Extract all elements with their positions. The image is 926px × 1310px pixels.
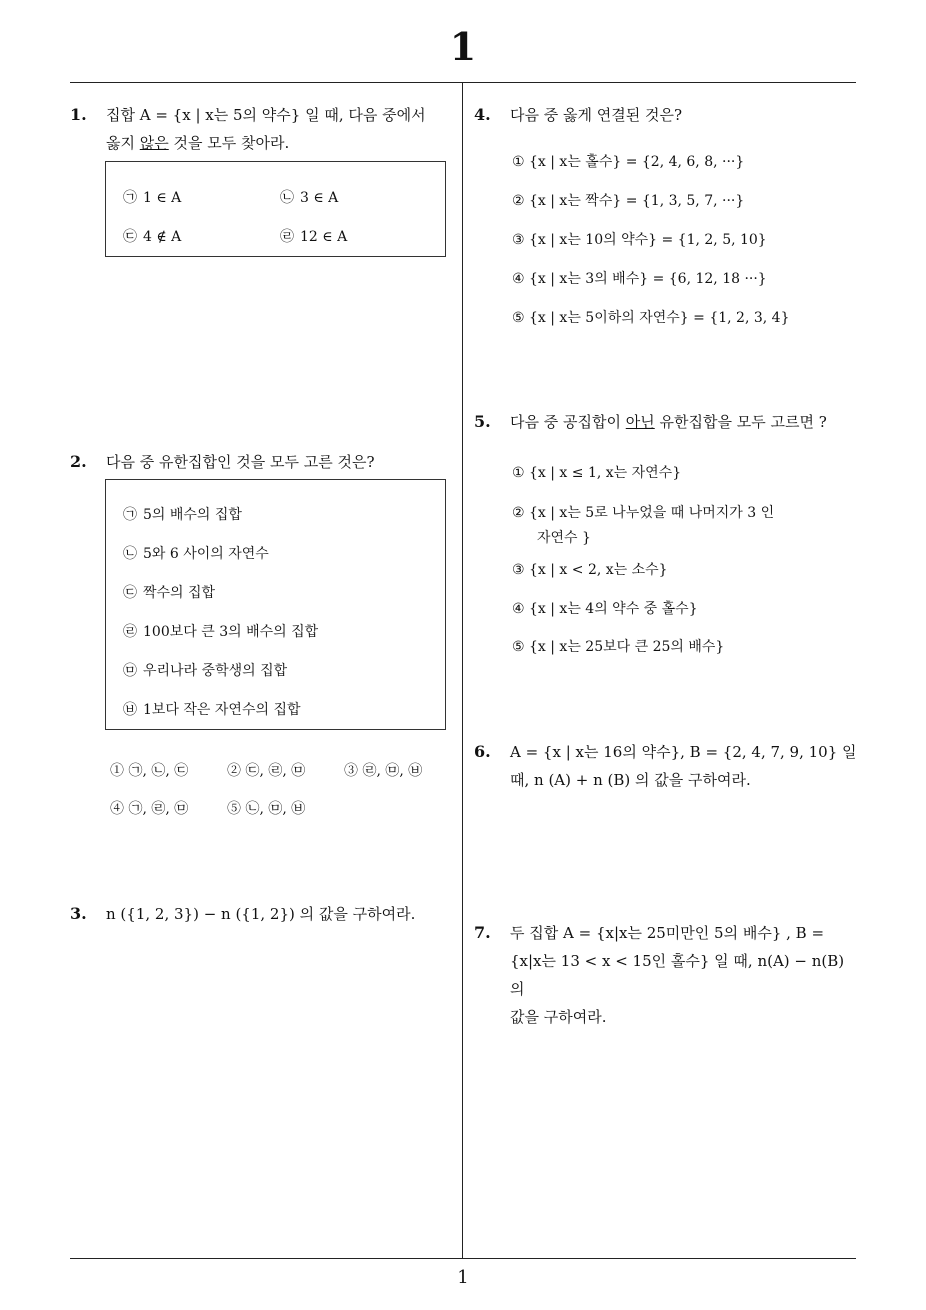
answer-choice-1[interactable]: ① ㉠, ㉡, ㉢ bbox=[110, 763, 189, 779]
question-text bbox=[510, 919, 859, 1031]
item-text: 5의 배수의 집합 bbox=[143, 507, 242, 523]
question-7 bbox=[474, 919, 859, 1031]
question-text: n ({1, 2, 3}) − n ({1, 2}) 의 값을 구하여라. bbox=[106, 905, 416, 923]
answer-choice-2[interactable]: ② {x | x는 5로 나누었을 때 나머지가 3 인 bbox=[512, 505, 775, 521]
condition-box bbox=[105, 161, 446, 257]
question-number: 4. bbox=[474, 105, 491, 124]
answer-choice-4[interactable]: ④ {x | x는 4의 약수 중 홀수} bbox=[512, 601, 698, 617]
item-mark: ㉡ bbox=[280, 190, 294, 206]
item-text: 짝수의 집합 bbox=[143, 585, 216, 601]
item-mark: ㉣ bbox=[280, 229, 294, 245]
question-number: 3. bbox=[70, 904, 87, 923]
answer-choice-5[interactable]: ⑤ {x | x는 25보다 큰 25의 배수} bbox=[512, 639, 725, 655]
question-line bbox=[106, 129, 450, 157]
column-divider bbox=[462, 83, 463, 1258]
answer-choice-2-continuation: 자연수 } bbox=[537, 530, 591, 546]
box-item bbox=[123, 700, 301, 720]
box-item bbox=[123, 505, 242, 525]
answer-choice-3[interactable]: ③ ㉣, ㉤, ㉥ bbox=[344, 763, 423, 779]
item-mark: ㉤ bbox=[123, 663, 137, 679]
question-1 bbox=[70, 101, 450, 157]
answer-choice-4[interactable]: ④ ㉠, ㉣, ㉤ bbox=[110, 801, 189, 817]
bottom-rule bbox=[70, 1258, 856, 1259]
answer-choice-1[interactable]: ① {x | x ≤ 1, x는 자연수} bbox=[512, 465, 682, 481]
question-text bbox=[510, 738, 859, 794]
text-span: 유한집합을 모두 고르면 ? bbox=[654, 413, 827, 431]
item-mark: ㉣ bbox=[123, 624, 137, 640]
box-item bbox=[123, 544, 269, 564]
item-mark: ㉥ bbox=[123, 702, 137, 718]
text-span: 옳지 bbox=[106, 134, 140, 152]
question-text bbox=[510, 408, 854, 436]
question-line: 두 집합 A = {x|x는 25미만인 5의 배수} , B = bbox=[510, 924, 825, 942]
page-header-number: 1 bbox=[449, 24, 477, 69]
text-span: 것을 모두 찾아라. bbox=[168, 134, 290, 152]
question-number: 6. bbox=[474, 742, 491, 761]
underlined-word: 않은 bbox=[139, 134, 169, 152]
question-5 bbox=[474, 408, 854, 436]
question-3 bbox=[70, 900, 450, 928]
box-item bbox=[123, 227, 181, 247]
answer-choice-1[interactable]: ① {x | x는 홀수} = {2, 4, 6, 8, ···} bbox=[512, 154, 745, 170]
question-line: A = {x | x는 16의 약수}, B = {2, 4, 7, 9, 10} 일 bbox=[510, 743, 857, 761]
question-2 bbox=[70, 448, 450, 476]
item-mark: ㉠ bbox=[123, 507, 137, 523]
question-number: 5. bbox=[474, 412, 491, 431]
box-item bbox=[280, 188, 338, 208]
answer-choice-4[interactable]: ④ {x | x는 3의 배수} = {6, 12, 18 ···} bbox=[512, 271, 767, 287]
answer-choice-5[interactable]: ⑤ ㉡, ㉤, ㉥ bbox=[227, 801, 306, 817]
question-number: 1. bbox=[70, 105, 87, 124]
page-footer-number: 1 bbox=[457, 1267, 469, 1288]
question-line: 집합 A = {x | x는 5의 약수} 일 때, 다음 중에서 bbox=[106, 106, 426, 124]
underlined-word: 아닌 bbox=[625, 413, 655, 431]
answer-choice-5[interactable]: ⑤ {x | x는 5이하의 자연수} = {1, 2, 3, 4} bbox=[512, 310, 790, 326]
item-text: 5와 6 사이의 자연수 bbox=[143, 546, 269, 562]
box-item bbox=[123, 661, 287, 681]
item-text: 100보다 큰 3의 배수의 집합 bbox=[143, 624, 319, 640]
question-number: 2. bbox=[70, 452, 87, 471]
question-line: 값을 구하여라. bbox=[510, 1008, 607, 1026]
item-mark: ㉢ bbox=[123, 585, 137, 601]
box-item bbox=[123, 188, 181, 208]
item-mark: ㉡ bbox=[123, 546, 137, 562]
question-text: 다음 중 옳게 연결된 것은? bbox=[510, 106, 683, 124]
item-mark: ㉢ bbox=[123, 229, 137, 245]
box-item bbox=[123, 622, 318, 642]
box-item bbox=[123, 583, 215, 603]
question-line: 때, n (A) + n (B) 의 값을 구하여라. bbox=[510, 771, 751, 789]
answer-choice-3[interactable]: ③ {x | x는 10의 약수} = {1, 2, 5, 10} bbox=[512, 232, 767, 248]
question-4 bbox=[474, 101, 854, 129]
answer-choice-2[interactable]: ② ㉢, ㉣, ㉤ bbox=[227, 763, 306, 779]
item-text: 1보다 작은 자연수의 집합 bbox=[143, 702, 301, 718]
question-line: {x|x는 13 < x < 15인 홀수} 일 때, n(A) − n(B) 의 bbox=[510, 952, 845, 998]
box-item bbox=[280, 227, 347, 247]
question-6 bbox=[474, 738, 859, 794]
item-text: 1 ∈ A bbox=[143, 190, 182, 206]
condition-box bbox=[105, 479, 446, 730]
question-number: 7. bbox=[474, 923, 491, 942]
item-text: 우리나라 중학생의 집합 bbox=[143, 663, 288, 679]
item-text: 12 ∈ A bbox=[300, 229, 348, 245]
question-text: 다음 중 유한집합인 것을 모두 고른 것은? bbox=[106, 453, 375, 471]
answer-choice-3[interactable]: ③ {x | x < 2, x는 소수} bbox=[512, 562, 668, 578]
question-text bbox=[106, 101, 450, 157]
text-span: 다음 중 공집합이 bbox=[510, 413, 626, 431]
answer-choice-2[interactable]: ② {x | x는 짝수} = {1, 3, 5, 7, ···} bbox=[512, 193, 745, 209]
item-text: 3 ∈ A bbox=[300, 190, 339, 206]
item-text: 4 ∉ A bbox=[143, 229, 182, 245]
top-rule bbox=[70, 82, 856, 83]
item-mark: ㉠ bbox=[123, 190, 137, 206]
